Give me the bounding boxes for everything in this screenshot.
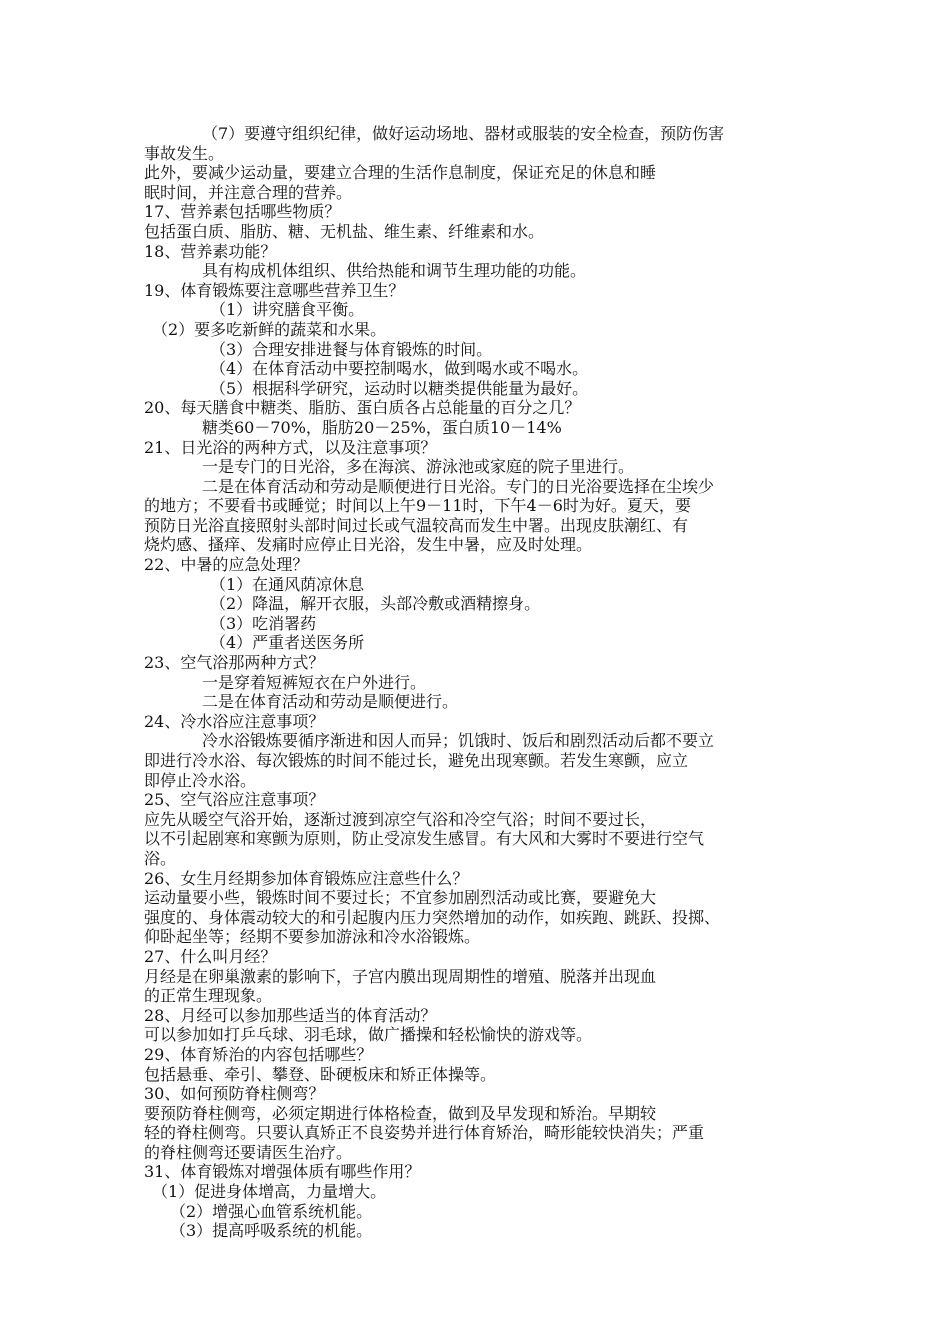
text-line: 要预防脊柱侧弯，必须定期进行体格检查，做到及早发现和矫治。早期较 — [144, 1103, 657, 1123]
text-line: 冷水浴锻炼要循序渐进和因人而异；饥饿时、饭后和剧烈活动后都不要立 — [202, 731, 715, 751]
text-line: （1）在通风荫凉休息 — [210, 574, 365, 594]
text-line: 二是在体育活动和劳动是顺便进行日光浴。专门的日光浴要选择在尘埃少 — [202, 476, 715, 496]
text-line: 以不引起剧寒和寒颤为原则，防止受凉发生感冒。有大风和大雾时不要进行空气 — [144, 829, 705, 849]
text-line: （3）合理安排进餐与体育锻炼的时间。 — [210, 339, 493, 359]
text-line: 30、如何预防脊柱侧弯？ — [144, 1084, 325, 1104]
text-line: 28、月经可以参加那些适当的体育活动？ — [144, 1005, 437, 1025]
text-line: 25、空气浴应注意事项？ — [144, 790, 325, 810]
text-line: 事故发生。 — [144, 143, 225, 163]
text-line: 31、体育锻炼对增强体质有哪些作用？ — [144, 1162, 421, 1182]
text-line: （2）要多吃新鲜的蔬菜和水果。 — [152, 319, 387, 339]
text-line: 运动量要小些，锻炼时间不要过长；不宜参加剧烈活动或比赛，要避免大 — [144, 888, 657, 908]
text-line: 29、体育矫治的内容包括哪些？ — [144, 1044, 373, 1064]
text-line: 27、什么叫月经？ — [144, 946, 277, 966]
text-line: （4）在体育活动中要控制喝水，做到喝水或不喝水。 — [210, 359, 589, 379]
text-line: 糖类60－70%，脂肪20－25%，蛋白质10－14% — [202, 417, 562, 437]
text-line: 月经是在卵巢激素的影响下，子宫内膜出现周期性的增殖、脱落并出现血 — [144, 966, 657, 986]
text-line: （3）吃消署药 — [210, 613, 317, 633]
text-line: 仰卧起坐等；经期不要参加游泳和冷水浴锻炼。 — [144, 927, 481, 947]
text-line: 应先从暖空气浴开始，逐渐过渡到凉空气浴和冷空气浴；时间不要过长， — [144, 809, 657, 829]
text-line: 26、女生月经期参加体育锻炼应注意些什么？ — [144, 868, 469, 888]
text-line: 一是专门的日光浴，多在海滨、游泳池或家庭的院子里进行。 — [202, 457, 635, 477]
text-line: 强度的、身体震动较大的和引起腹内压力突然增加的动作，如疾跑、跳跃、投掷、 — [144, 907, 721, 927]
text-line: 轻的脊柱侧弯。只要认真矫正不良姿势并进行体育矫治，畸形能较快消失；严重 — [144, 1123, 705, 1143]
text-line: 即进行冷水浴、每次锻炼的时间不能过长，避免出现寒颤。若发生寒颤，应立 — [144, 751, 689, 770]
text-line: 20、每天膳食中糖类、脂肪、蛋白质各占总能量的百分之几？ — [144, 398, 581, 418]
text-line: 此外，要减少运动量，要建立合理的生活作息制度，保证充足的休息和睡 — [144, 163, 657, 183]
text-line: （7）要遵守组织纪律，做好运动场地、器材或服装的安全检查，预防伤害 — [202, 124, 725, 143]
text-line: 18、营养素功能？ — [144, 241, 277, 261]
text-line: （3）提高呼吸系统的机能。 — [170, 1221, 373, 1241]
document-body — [144, 124, 808, 1241]
text-line: 的地方；不要看书或睡觉；时间以上午9－11时，下午4－6时为好。夏天，要 — [144, 496, 691, 516]
text-line: （1）促进身体增高，力量增大。 — [152, 1182, 387, 1202]
text-line: （2）降温，解开衣服，头部冷敷或酒精擦身。 — [210, 594, 541, 614]
text-line: 眠时间，并注意合理的营养。 — [144, 182, 353, 202]
text-line: 21、日光浴的两种方式，以及注意事项？ — [144, 437, 437, 457]
text-line: 即停止冷水浴。 — [144, 770, 257, 790]
text-line: 可以参加如打乒乓球、羽毛球，做广播操和轻松愉快的游戏等。 — [144, 1025, 593, 1045]
text-line: 的正常生理现象。 — [144, 986, 273, 1006]
text-line: 22、中暑的应急处理？ — [144, 555, 309, 575]
text-line: 浴。 — [144, 848, 177, 868]
text-line: 的脊柱侧弯还要请医生治疗。 — [144, 1142, 353, 1162]
text-line: （4）严重者送医务所 — [210, 633, 365, 653]
text-line: （2）增强心血管系统机能。 — [170, 1201, 373, 1221]
text-line: （1）讲究膳食平衡。 — [210, 300, 365, 320]
text-line: 具有构成机体组织、供给热能和调节生理功能的功能。 — [202, 261, 587, 281]
text-line: 包括蛋白质、脂肪、糖、无机盐、维生素、纤维素和水。 — [144, 221, 545, 241]
text-line: 二是在体育活动和劳动是顺便进行。 — [202, 692, 459, 712]
text-line: （5）根据科学研究，运动时以糖类提供能量为最好。 — [210, 378, 589, 398]
text-line: 烧灼感、搔痒、发痛时应停止日光浴，发生中暑，应及时处理。 — [144, 535, 593, 555]
text-line: 19、体育锻炼要注意哪些营养卫生？ — [144, 280, 405, 300]
text-line: 23、空气浴那两种方式？ — [144, 653, 325, 673]
text-line: 24、冷水浴应注意事项？ — [144, 711, 325, 731]
text-line: 预防日光浴直接照射头部时间过长或气温较高而发生中署。出现皮肤潮红、有 — [144, 515, 689, 535]
text-line: 包括悬垂、牵引、攀登、卧硬板床和矫正体操等。 — [144, 1064, 497, 1084]
text-line: 一是穿着短裤短衣在户外进行。 — [202, 672, 427, 692]
text-line: 17、营养素包括哪些物质？ — [144, 202, 341, 222]
